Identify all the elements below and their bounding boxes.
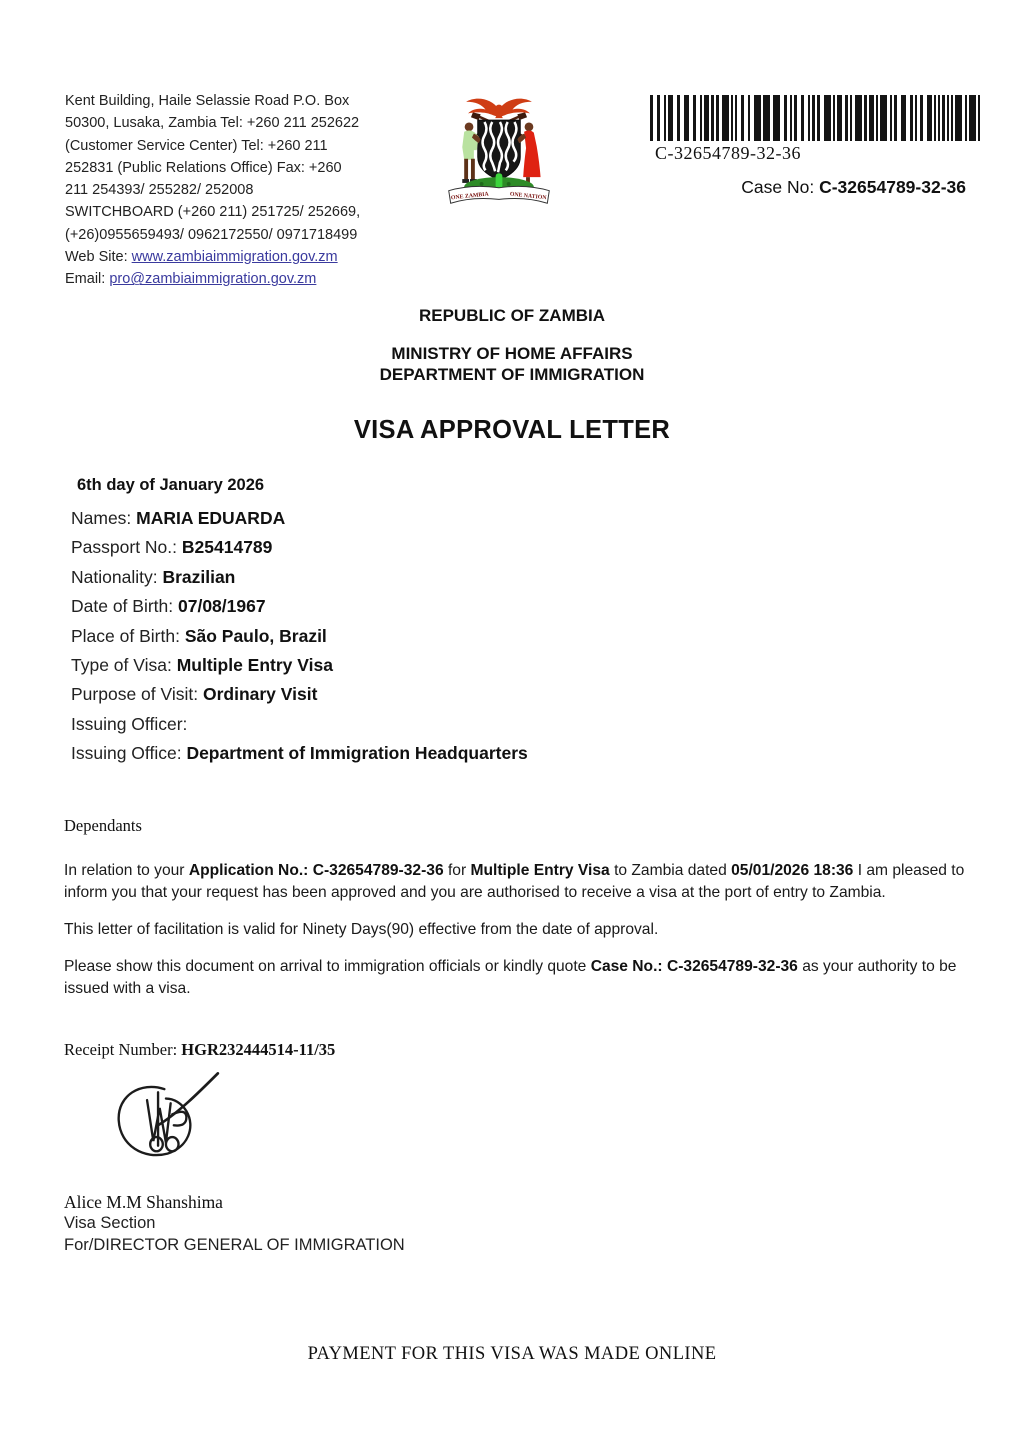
- field-label: Type of Visa:: [71, 654, 177, 675]
- bold-segment: Application No.: C-32654789-32-36: [188, 862, 444, 879]
- email-line: [65, 268, 370, 290]
- barcode-bar: [716, 95, 719, 141]
- barcode-bar: [700, 95, 702, 141]
- dependants-heading: Dependants: [64, 816, 142, 835]
- signatory-for-line: For/DIRECTOR GENERAL OF IMMIGRATION: [64, 1235, 405, 1254]
- bold-segment: Multiple Entry Visa: [470, 862, 610, 879]
- contact-line: 211 254393/ 255282/ 252008: [65, 182, 254, 199]
- text-segment: for: [443, 862, 471, 879]
- text-segment: This letter of facilitation is valid for Ninety Days(90) effective from the date of approval.: [64, 921, 659, 938]
- receipt-number-value: HGR232444514-11/35: [181, 1040, 336, 1059]
- field-value: 07/08/1967: [178, 596, 266, 617]
- applicant-fields: [71, 508, 528, 773]
- signatory-section: Visa Section: [64, 1214, 156, 1232]
- body-paragraph: [64, 956, 966, 1000]
- barcode-bar: [845, 95, 848, 141]
- zambia-coat-of-arms: [441, 88, 557, 216]
- barcode-bar: [763, 95, 770, 141]
- text-segment: as your authority to be issued with a visa.: [64, 958, 957, 997]
- motto-right-text: ONE NATION: [509, 191, 547, 202]
- field-label: Date of Birth:: [71, 596, 178, 617]
- contact-line: SWITCHBOARD (+260 211) 251725/ 252669,: [65, 204, 361, 221]
- barcode-bar: [965, 95, 967, 141]
- date-line: 6th day of January 2026: [77, 476, 265, 494]
- website-label: Web Site:: [65, 249, 132, 266]
- email-label: Email:: [65, 271, 110, 288]
- barcode-bar: [833, 95, 835, 141]
- motto-left-text: ONE ZAMBIA: [450, 191, 490, 202]
- barcode-bar: [684, 95, 689, 141]
- barcode-bar: [951, 95, 953, 141]
- barcode-bar: [657, 95, 660, 141]
- field-row: [71, 684, 528, 713]
- shield-icon: [478, 120, 521, 180]
- text-segment: I am pleased to inform you that your request has been approved and you are authorised to receive a visa at the port of entry to Zambia.: [64, 862, 965, 901]
- barcode-bar: [794, 95, 797, 141]
- barcode-bar: [784, 95, 787, 141]
- barcode-bar: [901, 95, 906, 141]
- field-value: Ordinary Visit: [202, 684, 318, 705]
- maize-cob-icon: [496, 173, 503, 188]
- field-label: Names:: [71, 508, 137, 528]
- contact-line: (Customer Service Center) Tel: +260 211: [65, 137, 328, 154]
- signature-scribble: [103, 1066, 221, 1172]
- bold-segment: 05/01/2026 18:36: [731, 862, 854, 879]
- barcode-bar: [711, 95, 714, 141]
- barcode-bar: [894, 95, 897, 141]
- barcode-bar: [748, 95, 750, 141]
- contact-line: Kent Building, Haile Selassie Road P.O. Box: [65, 93, 350, 109]
- contact-lines: [65, 90, 370, 246]
- receipt-number-line: [64, 1040, 335, 1060]
- case-number-label: Case No:: [741, 177, 820, 197]
- contact-line: 50300, Lusaka, Zambia Tel: +260 211 252622: [65, 115, 360, 132]
- text-segment: to Zambia dated: [609, 862, 732, 879]
- barcode: [650, 95, 986, 141]
- barcode-bar: [801, 95, 804, 141]
- barcode-bar: [947, 95, 949, 141]
- contact-line: (+26)0955659493/ 0962172550/ 0971718499: [65, 226, 358, 243]
- field-label: Place of Birth:: [71, 625, 185, 646]
- field-row: [71, 714, 528, 743]
- barcode-bar: [880, 95, 887, 141]
- body-paragraph: [64, 919, 966, 941]
- barcode-bar: [824, 95, 831, 141]
- signatory-name: Alice M.M Shanshima: [64, 1192, 223, 1212]
- barcode-bar: [864, 95, 867, 141]
- barcode-bar: [790, 95, 792, 141]
- barcode-bar: [978, 95, 980, 141]
- case-number-value: C-32654789-32-36: [819, 177, 966, 197]
- barcode-bar: [938, 95, 940, 141]
- field-value: Multiple Entry Visa: [176, 654, 333, 675]
- barcode-bar: [934, 95, 936, 141]
- text-segment: In relation to your: [64, 862, 189, 879]
- field-label: Issuing Office:: [71, 743, 187, 764]
- barcode-bar: [704, 95, 709, 141]
- barcode-bar: [754, 95, 761, 141]
- field-value: MARIA EDUARDA: [136, 508, 286, 528]
- text-segment: Please show this document on arrival to immigration officials or kindly quote: [64, 958, 591, 975]
- barcode-bar: [693, 95, 696, 141]
- motto-banner: [449, 186, 550, 203]
- barcode-label: C-32654789-32-36: [655, 143, 801, 163]
- field-label: Issuing Officer:: [71, 713, 188, 734]
- barcode-bar: [735, 95, 737, 141]
- barcode-bar: [927, 95, 932, 141]
- case-number-line: [741, 177, 966, 198]
- field-label: Purpose of Visit:: [71, 684, 203, 705]
- signature-icon: [103, 1066, 221, 1172]
- barcode-bar: [920, 95, 923, 141]
- ministry-title: MINISTRY OF HOME AFFAIRS: [391, 344, 633, 363]
- barcode-bar: [808, 95, 810, 141]
- barcode-bar: [677, 95, 680, 141]
- female-figure-icon: [517, 123, 540, 183]
- barcode-bar: [850, 95, 852, 141]
- field-label: Nationality:: [71, 566, 163, 587]
- barcode-bar: [817, 95, 820, 141]
- receipt-number-label: Receipt Number:: [64, 1040, 182, 1059]
- barcode-bar: [855, 95, 862, 141]
- payment-footer-text: PAYMENT FOR THIS VISA WAS MADE ONLINE: [307, 1344, 717, 1364]
- barcode-bar: [942, 95, 945, 141]
- field-row: [71, 743, 528, 772]
- field-row: [71, 626, 528, 655]
- field-row: [71, 655, 528, 684]
- field-row: [71, 537, 528, 566]
- barcode-bar: [955, 95, 962, 141]
- barcode-bar: [890, 95, 892, 141]
- barcode-bar: [869, 95, 874, 141]
- barcode-bar: [668, 95, 673, 141]
- ministry-department-title: [0, 344, 1024, 385]
- letter-title: VISA APPROVAL LETTER: [353, 416, 671, 444]
- field-value: B25414789: [181, 537, 273, 558]
- contact-block: [65, 90, 370, 291]
- field-row: [71, 567, 528, 596]
- bold-segment: Case No.: C-32654789-32-36: [590, 958, 798, 975]
- coat-of-arms-graphic: [441, 88, 557, 216]
- barcode-bar: [650, 95, 653, 141]
- field-label: Passport No.:: [71, 537, 182, 558]
- barcode-bar: [812, 95, 815, 141]
- email-link[interactable]: pro@zambiaimmigration.gov.zm: [109, 271, 317, 288]
- field-value: Brazilian: [162, 566, 236, 587]
- department-title: DEPARTMENT OF IMMIGRATION: [379, 364, 645, 384]
- website-link[interactable]: www.zambiaimmigration.gov.zm: [131, 249, 338, 266]
- signatory-block: [64, 1192, 405, 1256]
- contact-line: 252831 (Public Relations Office) Fax: +260: [65, 159, 342, 176]
- body-paragraphs: [64, 860, 966, 1015]
- field-row: [71, 596, 528, 625]
- barcode-bar: [969, 95, 976, 141]
- barcode-bar: [731, 95, 733, 141]
- barcode-bar: [915, 95, 917, 141]
- barcode-bar: [773, 95, 780, 141]
- body-paragraph: [64, 860, 966, 904]
- field-value: São Paulo, Brazil: [184, 625, 327, 646]
- field-value: Department of Immigration Headquarters: [186, 743, 528, 764]
- barcode-bar: [837, 95, 842, 141]
- barcode-bar: [910, 95, 913, 141]
- barcode-bar: [741, 95, 744, 141]
- republic-title: REPUBLIC OF ZAMBIA: [418, 306, 606, 325]
- field-row: [71, 508, 528, 537]
- website-line: [65, 246, 370, 268]
- barcode-bar: [876, 95, 878, 141]
- barcode-bar: [664, 95, 666, 141]
- barcode-bar: [722, 95, 729, 141]
